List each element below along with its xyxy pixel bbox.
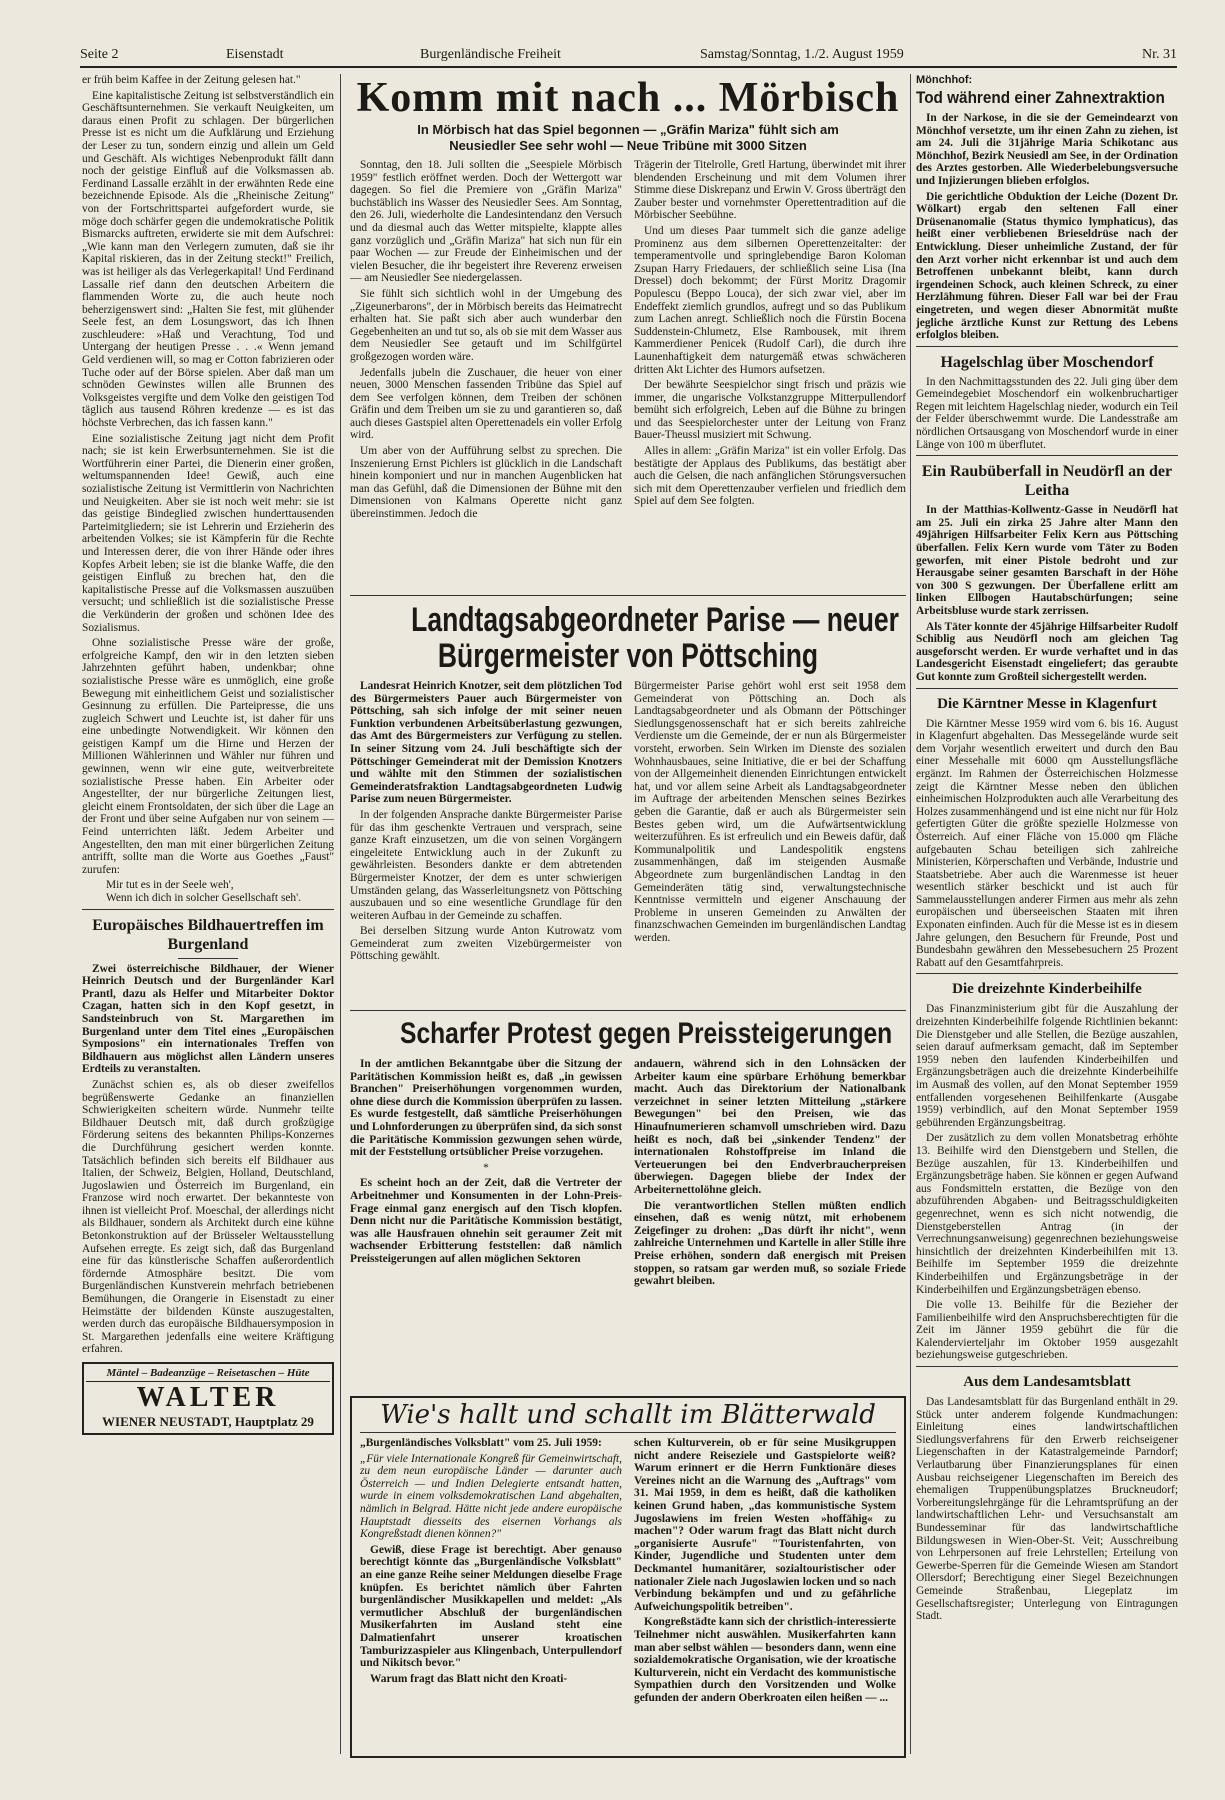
quote-text: „Für viele Internationale Kongreß für Gemeinwirtschaft, zu dem neun europäische Länder — darunter auch Österreich — und Indien Delegierte entsandt hatten, wurde in einem volksdemokratischen Land abgehalten, nämlich in Belgrad. Hätte nicht jede andere europäische Hauptstadt diesseits des eisernen Vorhangs als Kongreßstadt dienen können?" bbox=[360, 1452, 622, 1541]
article-text: Eine kapitalistische Zeitung ist selbstverständlich ein Geschäftsunternehmen. Sie verkauft Neuigkeiten, um daraus einen Profit zu schlagen. Der bürgerlichen Presse ist es nicht um die Aufklärung und Erziehung der Leser zu tun, sondern einzig und allein um Geld und Geschäft. Als wichtiges Nebenprodukt fällt dann noch der geistige Einfluß auf die Volksmassen ab. Ferdinand Lassalle erzählt in der erwähnten Rede eine bezeichnende Episode. Als die „Rheinische Zeitung" von der Fortschrittspartei aufgefordert wurde, sie möge doch schärfer gegen die undemokratische Politik Bismarcks auftreten, erwiderte sie mit dem Aufschrei: „Wie kann man den Verlegern zumuten, daß sie ihr Kapital riskieren, das in der Zeitung steckt!" Freilich, was ist heiliger als das Verlegerkapital! Und Ferdinand Lassalle rief dann den deutschen Arbeitern die flammenden Worte zu, die auch heute noch beherzigenswert sind: „Halten Sie fest, mit glühender Seele fest, an dem Losungswort, das ich Ihnen zuschleudere: »Haß und Verachtung, Tod und Untergang der heutigen Presse . . .« Wenn jemand Geld verdienen will, so mag er Cotton fabrizieren oder Tuche oder auf der Börse spielen. Aber daß man um schnöden Gewinstes willen alle Brunnen des Volksgeistes vergifte und dem Volke den geistigen Tod täglich aus tausend Röhren kredenze — es ist das höchste Verbrechen, das ich fassen kann." bbox=[82, 89, 334, 430]
page-header bbox=[80, 44, 1177, 68]
article-protest bbox=[350, 1016, 906, 1396]
ad-brand: WALTER bbox=[136, 1382, 280, 1413]
article-text: Und um dieses Paar tummelt sich die ganze adelige Prominenz aus dem silbernen Operettenzeitalter: der temperamentvolle und springlebendige Baron Koloman Zsupan Harry Friedauers, der schließlich seine Lisa (Ina Dressel) doch bekommt; der Fürst Moritz Dragomir Populescu (Beppo Louca), der sich zwar viel, aber im Endeffekt ziemlich grundlos, aufregt und so das Publikum zum Lachen anregt. Schließlich noch die Fürstin Bocena Suddenstein-Chlumetz, Else Rambousek, mit ihrem Kammerdiener Penicek (Rudolf Carl), die durch ihre Launenhaftigkeit dem naturgemäß etwas schwächeren dritten Akt Lichter des Humors aufsetzen. bbox=[634, 224, 906, 376]
article-text: In den Nachmittagsstunden des 22. Juli ging über dem Gemeindegebiet Moschendorf ein wolkenbruchartiger Regen mit leichtem Hagelschlag nieder, wodurch ein Teil der Felder überschwemmt wurde. Die Landesstraße am nördlichen Ortsausgang von Moschendorf wurde in einer Länge von 100 m überflutet. bbox=[916, 375, 1178, 451]
article-text: Sonntag, den 18. Juli sollten die „Seespiele Mörbisch 1959" festlich eröffnet werden. Doch der Wettergott war dagegen. So fiel die Premiere von „Gräfin Mariza" buchstäblich ins Wasser des Neusiedler Sees. Am Sonntag, den 26. Juli, wiederholte die Landesintendanz den Versuch und da diesmal auch das Wetter mitspielte, klappte alles ganz vorzüglich und „Gräfin Mariza" hat sich nun für ein paar Wochen — zur Freude der Einheimischen und der vielen Besucher, die ihr begeistert ihre Reverenz erweisen — am Neusiedler See niedergelassen. bbox=[350, 159, 622, 285]
column-rule bbox=[340, 74, 341, 1754]
headline-blaetterwald: Wie's hallt und schallt im Blätterwald bbox=[360, 1398, 896, 1433]
divider bbox=[916, 346, 1178, 347]
article-text: Der zusätzlich zu dem vollen Monatsbetrag erhöhte 13. Beihilfe wird den Dienstgebern und Stellen, die Bezüge auszahlen, für 13. Kinderbeihilfen und Ergänzungsbeträge haben. Sie können er gegen Aufwand aus Fondsmitteln erstatten, die Bezüge von den abzuführenden Abgaben- und Beitragsschuldigkeiten gegenrechnet, wenn es sich nicht notwendig, die Dienstgeberstellen Antrag (in der Verrechnungsanweisung) gegenrechnen beziehungsweise hinsichtlich der dreizehnten Kinderbeihilfen mit 13. Beihilfe im September 1959 die dreizehnte Kinderbeihilfen und Ergänzungsbeträge in der Kinderbeihilfen und Ergänzungsbeträgen ebenso. bbox=[916, 1132, 1178, 1296]
left-column bbox=[82, 74, 334, 1756]
article-text: Ohne sozialistische Presse wäre der große, erfolgreiche Kampf, den wir in den letzten sieben Jahrzehnten geführt haben, undenkbar; ohne sozialistische Presse wäre es unmöglich, eine große Bewegung mit einheitlichem Geist und sozialistischer Gesinnung zu erfüllen. Die Parteipresse, die uns zugleich Schwert und Leuchte ist, ist daher für uns eine unbedingte Notwendigkeit. Wir können den geistigen Kampf um die Hirne und Herzen der Millionen Wählerinnen und Wähler nur führen und gewinnen, wenn wir eine gute, weitverbreitete sozialistische Presse haben. Ein Arbeiter oder Angestellter, der nur bürgerliche Zeitungen liest, gleicht einem Frontsoldaten, der sich über die Lage an der Front und über seine Aufgaben nur von seinem — Feind unterrichten läßt. Jedem Arbeiter und Angestellten, den man mit einer bürgerlichen Zeitung antrifft, sollte man die Worte aus Goethes „Faust" zurufen: bbox=[82, 637, 334, 876]
right-column bbox=[916, 74, 1178, 1756]
ad-products: Mäntel – Badeanzüge – Reisetaschen – Hüte bbox=[86, 1367, 330, 1382]
article-text: In der folgenden Ansprache dankte Bürgermeister Parise für das ihm geschenkte Vertrauen und versprach, seine ganze Kraft einzusetzen, um die von seinen Vorgängern eingeleitete Entwicklung auch in der Zukunft zu gewährleisten. Besonders dankte er dem abtretenden Bürgermeister Knotzer, der dem es unter schwierigen Umständen gelang, das Wasserleitungsnetz von Pöttsching auszubauen und so eine wesentliche Grundlage für den weiteren Aufbau in der Gemeinde zu schaffen. bbox=[350, 808, 622, 922]
divider bbox=[350, 595, 906, 596]
headline-protest: Scharfer Protest gegen Preissteigerungen bbox=[400, 1017, 893, 1050]
article-text: er früh beim Kaffee in der Zeitung gelesen hat." bbox=[82, 74, 301, 86]
article-text: Alles in allem: „Gräfin Mariza" ist ein voller Erfolg. Das bestätigte der Applaus des Publikums, das bestätigt aber auch die Gelsen, die nach anfänglichen Störungsversuchen sich mit dem Operettenzauber verfielen und friedlich dem Spiel auf dem See folgten. bbox=[634, 445, 906, 508]
headline-moerbisch: Komm mit nach ... Mörbisch bbox=[356, 75, 900, 121]
issue-number: Nr. 31 bbox=[1142, 47, 1177, 62]
article-text: Gewiß, diese Frage ist berechtigt. Aber genauso berechtigt könnte das „Burgenländische Volksblatt" an eine ganze Reihe seiner Meldungen dieselbe Frage knüpfen. Es berichtet nämlich über Fahrten burgenländischer Musikkapellen und meldet: „Als vermutlicher Abschluß der burgenländischen Musikerfahrten im Ausland steht eine Dalmatienfahrt unserer kroatischen Tamburizzaspieler aus Klingenbach, Unterpullendorf und Nikitsch bevor." bbox=[360, 1543, 622, 1670]
headline-bildhauer: Europäisches Bildhauertreffen im Burgenland bbox=[92, 916, 324, 953]
separator-star: * bbox=[483, 1161, 489, 1174]
article-text: Jedenfalls jubeln die Zuschauer, die heuer von einer neuen, 3000 Menschen fassenden Tribüne das Spiel auf dem See verfolgen können, dem Treiben der schönen Gräfin und dem Treiben um sie zu und garantieren so, daß auch dieses Gastspiel alten Operettenadels ein voller Erfolg wird. bbox=[350, 366, 622, 442]
article-text: Das Finanzministerium gibt für die Auszahlung der dreizehnten Kinderbeihilfe folgende Richtlinien bekannt: Die Dienstgeber und alle Stellen, die Bezüge auszahlen, seien darauf aufmerksam gemacht, daß im September 1959 neben den laufenden Kinderbeihilfen und Ergänzungsbeträgen auch die dreizehnte Kinderbeihilfe im Ausmaß des vollen, auf den Monat September 1959 entfallenden vorgesehenen Beihilfenkarte (Ausgabe 1959) verbindlich, auf den Monat September 1959 gebührenden Ergänzungsbeitrag. bbox=[916, 1003, 1178, 1129]
headline-messe: Die Kärntner Messe in Klagenfurt bbox=[937, 695, 1157, 712]
page-number: Seite 2 bbox=[80, 47, 119, 62]
article-text: Bei derselben Sitzung wurde Anton Kutrowatz vom Gemeinderat zum zweiten Vizebürgermeister von Pöttsching gewählt. bbox=[350, 925, 622, 963]
issue-date: Samstag/Sonntag, 1./2. August 1959 bbox=[700, 47, 904, 62]
article-text: Zunächst schien es, als ob dieser zweifellos begrüßenswerte Gedanke an finanziellen Schwierigkeiten scheitern würde. Nunmehr teilte Bildhauer Deutsch mit, daß durch großzügige Förderung seitens des bekannten Philips-Konzernes die Durchführung gesichert werden konnte. Tatsächlich befinden sich bereits elf Bildhauer aus Italien, der Schweiz, Belgien, Holland, Deutschland, Jugoslawien und Österreich im Burgenland, ein Franzose wird noch erwartet. Der bekannteste von ihnen ist vielleicht Prof. Moeschal, der allerdings nicht als Bildhauer, sondern als Architekt durch eine kühne Betonkonstruktion auf der Brüsseler Weltausstellung Aufsehen erregte. Es zeigt sich, daß das Burgenland eine für das künstlerische Schaffen außerordentlich fördernde Atmosphäre besitzt. Die vom Burgenländischen Kunstverein mehrfach betriebenen Bemühungen, die Orangerie in Eisenstadt zu einer Heimstätte der bildenden Künste auszugestalten, werden durch das europäische Bildhauersymposion in St. Margarethen jedenfalls eine weitere Kräftigung erfahren. bbox=[82, 1078, 334, 1356]
ad-address: WIENER NEUSTADT, Hauptplatz 29 bbox=[102, 1414, 314, 1429]
article-text: Die Kärntner Messe 1959 wird vom 6. bis 16. August in Klagenfurt abgehalten. Das Messegelände wurde seit dem Vorjahr wesentlich erweitert und durch den Bau einer Messehalle mit 6000 qm Ausstellungsfläche ergänzt. Im Rahmen der Österreichischen Holzmesse zeigt die Kärntner Messe neben den üblichen einheimischen Holzprodukten auch alle Verarbeitung des Holzes zusammenhängend und ist eine nicht nur für Holz gefertigten Güter die größte spezielle Holzmesse von Österreich. Auf einer Fläche von 15.000 qm Fläche aufgebauten Schau beteiligen sich zahlreiche Ministerien, Körperschaften und Verbände, Industrie und Staatsbetriebe. Aber auch die Warenmesse ist heuer wesentlich stärker beschickt und ist auch für Sammelausstellungen anderer Firmen aus mehr als zehn europäischen und überseeischen Staaten mit ihren Exponaten einfinden. Auch für die Messe ist es in diesem Jahre gelungen, den Besuchern für Freunde, Post und Bundesbahn gewähren den Messebesuchern 25 Prozent Rabatt auf den Gesamtfahrpreis. bbox=[916, 717, 1178, 969]
subheadline: Neusiedler See sehr wohl — Neue Tribüne mit 3000 Sitzen bbox=[449, 138, 807, 153]
article-text: Die verantwortlichen Stellen müßten endlich einsehen, daß es wenig nützt, mit erhobenem Zeigefinger zu drohen: „Das dürft ihr nicht", wenn zahlreiche Unternehmen und Kartelle in aller Stille ihre Preise erhöhen, sondern daß energisch mit Preisen stoppen, so ratsam gar werden muß, so soziale Friede gewahrt bleiben. bbox=[634, 1199, 906, 1288]
headline-hagel: Hagelschlag über Moschendorf bbox=[940, 353, 1154, 371]
box-blaetterwald bbox=[350, 1396, 906, 1758]
divider bbox=[916, 1366, 1178, 1367]
headline-kinderbeihilfe: Die dreizehnte Kinderbeihilfe bbox=[952, 981, 1142, 998]
article-text: Das Landesamtsblatt für das Burgenland enthält in 29. Stück unter anderem folgende Kundmachungen: Einleitung eines landwirtschaftlichen Siedlungsverfahrens für den Erwerb reichseigener Liegenschaften in der Katastralgemeinde Parndorf; Verlautbarung über Finanzierungsplanes für einen Ausbau reichseigener Liegenschaften im Bereich des ehemaligen Truppenübungsplatzes Bruckneudorf; Vorbereitungslehrgänge für die Lehramtsprüfung an der landwirtschaftlichen Lehr- und Versuchsanstalt am Bundesseminar für das landwirtschaftliche Bildungswesen in Wien-Ober-St. Veit; Ausschreibung von Lehrpersonen auf freie Lehrstellen; Erteilung von Gewerbe-Sperren für die Gemeinde Wiesen am Standort Ollersdorf; Berechtigung einer Siegel Bezeichnungen Gemeinde Straßenbau, Liegeplatz im Gesellschaftsregister; Unterlegung von Eintragungen Stadt. bbox=[916, 1396, 1178, 1623]
faust-quote: Wenn ich dich in solcher Gesellschaft seh'. bbox=[106, 892, 302, 904]
quote-source: „Burgenländisches Volksblatt" vom 25. Juli 1959: bbox=[360, 1437, 602, 1449]
place-name: Eisenstadt bbox=[226, 47, 284, 62]
headline-tod: Tod während einer Zahnextraktion bbox=[916, 88, 1165, 107]
article-text: Eine sozialistische Zeitung jagt nicht dem Profit nach; sie ist kein Erwerbsunternehmen. Sie ist die Wortführerin einer Partei, die Dienerin einer großen, weltumspannenden Idee! Gewiß, auch eine sozialistische Zeitung ist Vermittlerin von Nachrichten und Neuigkeiten. Aber sie ist noch weit mehr: sie ist das geistige Bindeglied zwischen hunderttausenden Parteimitgliedern; sie ist Lehrerin und Erzieherin des arbeitenden Volkes; sie ist Kämpferin für die Rechte und Interessen derer, die von ihrer Hände oder ihres Kopfes Arbeit leben; sie ist die blanke Waffe, die den geistigen Einfluß zu brechen hat, den die kapitalistische Presse auf die Volksmassen auszuüben versucht; und schließlich ist die sozialistische Presse die Verkünderin der großen und schönen Idee des Sozialismus. bbox=[82, 432, 334, 634]
headline-landesamtsblatt: Aus dem Landesamtsblatt bbox=[963, 1374, 1131, 1391]
article-text: Kongreßstädte kann sich der christlich-interessierte Teilnehmer nicht auswählen. Musikerfahrten kann man aber selbst wählen — besonders dann, wenn eine sozialdemokratische Organisation, wie der kroatische Kulturverein, nicht ein Verdacht des kommunistische Sympathien durch den Vorsitzenden und Wolke gefunden der andern Oberkroaten eilen heißen — ... bbox=[634, 1616, 896, 1704]
newspaper-name: Burgenländische Freiheit bbox=[420, 47, 561, 62]
headline-parise: Landtagsabgeordneter Parise — neuer bbox=[411, 602, 899, 639]
article-text: Um aber von der Aufführung selbst zu sprechen. Die Inszenierung Ernst Pichlers ist glücklich in die Landschaft hinein komponiert und nur in manchen Augenblicken hat man das Gefühl, daß die Dimensionen der Bühne mit den Dimensionen von Kalmans Operette nicht ganz übereinstimmen. Jedoch die bbox=[350, 445, 622, 521]
divider bbox=[916, 455, 1178, 456]
article-text: Es scheint hoch an der Zeit, daß die Vertreter der Arbeitnehmer und Konsumenten in der Lohn-Preis-Frage einmal ganz energisch auf den Tisch klopfen. Denn nicht nur die Paritätische Kommission bestätigt, was alle Hausfrauen ohnehin seit geraumer Zeit mit wachsender Erbitterung feststellen: daß nämlich Preissteigerungen auf allen möglichen Sektoren bbox=[350, 1177, 622, 1265]
divider bbox=[178, 958, 238, 959]
article-text: Bürgermeister Parise gehört wohl erst seit 1958 dem Gemeinderat von Pöttsching an. Doch als Landtagsabgeordneter und als Obmann der Pöttschinger Siedlungsgenossenschaft hat er sich bereits zahlreiche Verdienste um die Gemeinde, der er nun als Bürgermeister vorsteht, erworben. Sein Wirken im Dienste des sozialen Wohnhausbaues, seine Initiative, die er bei der Schaffung von der Allgemeinheit dienenden Einrichtungen entwickelt hat, und vor allem seine Arbeit als Landtagsabgeordneter im Auftrage der arbeitenden Menschen seines Bezirkes geben die Garantie, daß er auch als Bürgermeister sein Bestes geben wird, um die Aufwärtsentwicklung weiterzuführen. Es ist erfreulich und ein Beweis dafür, daß Kommunalpolitik und Landespolitik engstens zusammenhängen, daß im steigenden Ausmaße Abgeordnete zum burgenländischen Landtag in den Gemeinderäten tätig sind, verwaltungstechnische Kenntnisse vermitteln und eigener Anschauung der Probleme in unseren Gemeinden zu Anwälten der finanzschwachen Gemeinden im burgenländischen Landtag werden. bbox=[634, 680, 906, 944]
divider bbox=[916, 973, 1178, 974]
headline-raub: Ein Raubüberfall in Neudörfl an der Leitha bbox=[921, 463, 1173, 500]
article-text: Die gerichtliche Obduktion der Leiche (Dozent Dr. Wölkart) ergab den seltenen Fall einer Drüsenanomalie (Status thymico lymphaticus), das heißt einer verbliebenen Brieseldrüse nach der Entwicklung. Dieser unheimliche Zustand, der für den Arzt vorher nicht erkennbar ist und auch dem Betroffenen unbekannt bleibt, kann durch irgendeinen Schock, auch kleinen Schreck, zu einer Herzlähmung führen. Dieser Fall war bei der Frau eingetreten, und wegen dieser Abnormität mußte jegliche ärztliche Kunst zur Rettung des Lebens erfolglos bleiben. bbox=[916, 190, 1178, 342]
headline-parise: Bürgermeister von Pöttsching bbox=[437, 637, 819, 675]
article-text: In der Matthias-Kollwentz-Gasse in Neudörfl hat am 25. Juli ein zirka 25 Jahre alter Mann den 49jährigen Hilfsarbeiter Felix Kern aus Pöttsching überfallen. Felix Kern wurde vom Täter zu Boden geworfen, mit einer Pistole bedroht und zur Herausgabe seiner gesamten Barschaft in der Höhe von 300 S gezwungen. Der Überfallene erlitt am linken Ellbogen Hautabschürfungen; seine Arbeitsbluse wurde stark zerrissen. bbox=[916, 504, 1178, 617]
faust-quote: Mir tut es in der Seele weh', bbox=[106, 879, 234, 892]
advertisement-walter[interactable] bbox=[82, 1362, 334, 1435]
kicker: Mönchhof: bbox=[916, 74, 973, 86]
article-text: Trägerin der Titelrolle, Gretl Hartung, überwindet mit ihrer blendenden Erscheinung und mit dem Volumen ihrer Stimme diese Diskrepanz und Erwin V. Gross überträgt den Zauber bester und vornehmster Operettentradition auf die Mörbischer Seebühne. bbox=[634, 159, 906, 222]
article-moerbisch bbox=[350, 74, 906, 574]
article-lead: Zwei österreichische Bildhauer, der Wiener Heinrich Deutsch und der Burgenländer Karl Prantl, dazu als Helfer und Mitarbeiter Doktor Czagan, hatten sich in den Kopf gesetzt, in Sandsteinbruch von St. Margarethen im Burgenland unter dem Titel eines „Europäischen Symposions" ein internationales Treffen von Bildhauern aus möglichst allen Ländern unseres Erdteils zu veranstalten. bbox=[82, 962, 334, 1076]
article-text: Die volle 13. Beihilfe für die Bezieher der Familienbeihilfe wird den Anspruchsberechtigten für die Zeit im Jänner 1959 gebührt die für die Kalendervierteljahr im Oktober 1959 ausgezahlt beziehungsweise gutgeschrieben. bbox=[916, 1299, 1178, 1362]
article-text: Sie fühlt sich sichtlich wohl in der Umgebung des „Zigeunerbarons", der in Mörbisch bereits das Heimatrecht erhalten hat. Sie paßt sich aber auch wunderbar den Gegebenheiten an und tut so, als ob sie mit dem Wasser aus dem Neusiedler See getauft und im Schilfgürtel großgezogen worden wäre. bbox=[350, 287, 622, 363]
column-rule bbox=[910, 74, 911, 1754]
divider bbox=[916, 688, 1178, 689]
divider bbox=[82, 909, 334, 910]
article-text: Warum fragt das Blatt nicht den Kroati- bbox=[370, 1672, 568, 1685]
article-text: andauern, während sich in den Lohnsäcken der Arbeiter kaum eine spürbare Erhöhung bemerkbar macht. Auch das Direktorium der Nationalbank verzeichnet in seiner letzten Mitteilung „stärkere Bewegungen" bei den Preisen, wie das Hinaufnumerieren schamvoll umschrieben wird. Dazu heißt es noch, daß bei „sinkender Tendenz" der internationalen Rohstoffpreise im Inland die Verteuerungen bei den Endverbraucherpreisen überwiegen. Dagegen bliebe der Index der Arbeiternettolöhne gleich. bbox=[634, 1058, 906, 1196]
article-text: Der bewährte Seespielchor singt frisch und präzis wie immer, die ungarische Volkstanzgruppe Mitterpullendorf bemüht sich erfolgreich, Leben auf die Bühne zu bringen und das Seespielorchester unter der Leitung von Franz Bauer-Theussl musiziert mit Schwung. bbox=[634, 379, 906, 442]
subheadline: In Mörbisch hat das Spiel begonnen — „Gräfin Mariza" fühlt sich am bbox=[417, 122, 839, 137]
article-text: Als Täter konnte der 45jährige Hilfsarbeiter Rudolf Schiblig aus Neudörfl noch am gleichen Tag ausgeforscht werden. Er wurde verhaftet und in das Landesgericht Eisenstadt eingeliefert; das geraubte Gut konnte zum Großteil sichergestellt werden. bbox=[916, 620, 1178, 683]
article-lead: In der amtlichen Bekanntgabe über die Sitzung der Paritätischen Kommission heißt es, daß „in gewissen Branchen" Preiserhöhungen vorgenommen wurden, ohne diese durch die Kommission überprüfen zu lassen. Es wurde festgestellt, daß sämtliche Preiserhöhungen und Lohnforderungen zu überprüfen sind, da sich sonst die Paritätische Kommission gezwungen sehen würde, mit der Feststellung ortsüblicher Preise vorzugehen. bbox=[350, 1058, 622, 1159]
article-text: In der Narkose, in die sie der Gemeindearzt von Mönchhof versetzte, um ihr einen Zahn zu ziehen, ist am 24. Juli die 31jährige Maria Schikotanc aus Mönchhof, Bezirk Neusiedl am See, in der Ordination des Arztes gestorben. Alle Wiederbelebungsversuche und Injizierungen blieben erfolglos. bbox=[916, 112, 1178, 187]
article-parise bbox=[350, 602, 906, 1012]
article-text: schen Kulturverein, ob er für seine Musikgruppen nicht andere Reiseziele und Gastspielorte weiß? Warum erinnert er die Herrn Funktionäre dieses Vereines nicht an die Warnung des „Auftrags" vom 31. Mai 1959, in dem es heißt, daß die katholiken keinen Grund haben, „das kommunistische System Jugoslawiens im freien Westen »hoffähig« zu machen"? Oder warum fragt das Blatt nicht durch „organisierte Ausrufe" "Touristenfahrten, von Kinder, Jugendliche und Studenten unter dem Deckmantel humanitärer, sozialtouristischer oder nationaler Ziele nach Jugoslawien locken und so nach Verbindung bekämpfen und und zu gefährliche Aufweichungspolitik betreiben". bbox=[634, 1437, 896, 1613]
divider bbox=[350, 1010, 906, 1011]
article-lead: Landesrat Heinrich Knotzer, seit dem plötzlichen Tod des Bürgermeisters Pauer auch Bürgermeister von Pöttsching, sah sich infolge der mit seiner neuen Funktion verbundenen Arbeitsüberlastung gezwungen, das Amt des Bürgermeisters zur Verfügung zu stellen. In seiner Sitzung vom 24. Juli beschäftigte sich der Pöttschinger Gemeinderat mit der Demission Knotzers und wählte mit den Stimmen der sozialistischen Gemeinderatsfraktion Landtagsabgeordneten Ludwig Parise zum neuen Bürgermeister. bbox=[350, 680, 622, 806]
